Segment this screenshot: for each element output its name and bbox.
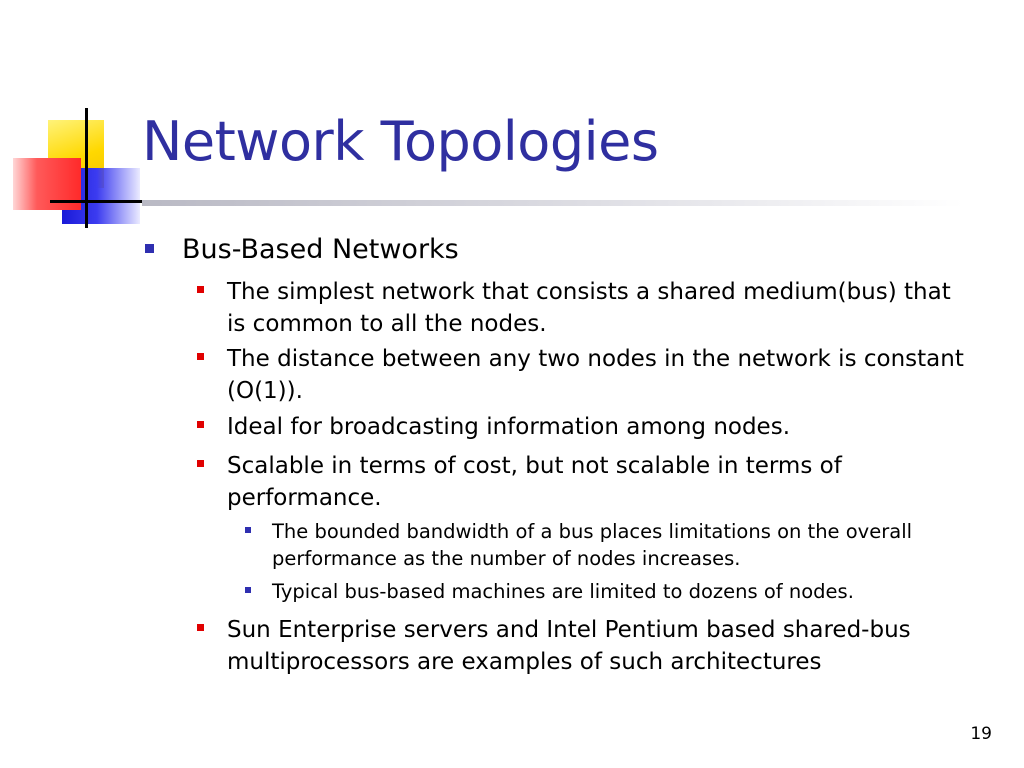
square-bullet-icon bbox=[197, 460, 204, 467]
bullet-level2 bbox=[197, 411, 967, 443]
bullet-text: The bounded bandwidth of a bus places limitations on the overall performance as the number of nodes increases. bbox=[272, 520, 913, 570]
logo-vertical-line bbox=[85, 108, 88, 228]
decorative-logo bbox=[0, 0, 150, 235]
bullet-text: Sun Enterprise servers and Intel Pentium based shared-bus multiprocessors are examples of such architectures bbox=[227, 617, 911, 675]
logo-horizontal-line bbox=[50, 200, 142, 203]
square-bullet-icon bbox=[245, 527, 251, 533]
slide-title: Network Topologies bbox=[142, 110, 659, 173]
bullet-text: Bus-Based Networks bbox=[182, 234, 459, 265]
bullet-text: Scalable in terms of cost, but not scalable in terms of performance. bbox=[227, 453, 842, 511]
bullet-text: Typical bus-based machines are limited to dozens of nodes. bbox=[272, 580, 854, 603]
page-number: 19 bbox=[970, 724, 992, 744]
bullet-level2 bbox=[197, 343, 967, 407]
square-bullet-icon bbox=[197, 353, 204, 360]
bullet-text: The simplest network that consists a shared medium(bus) that is common to all the nodes. bbox=[227, 279, 951, 337]
title-underline bbox=[142, 200, 964, 206]
bullet-text: Ideal for broadcasting information among nodes. bbox=[227, 414, 791, 440]
bullet-level2 bbox=[197, 450, 967, 514]
bullet-level1 bbox=[145, 234, 945, 266]
bullet-level2 bbox=[197, 614, 987, 678]
square-bullet-icon bbox=[197, 624, 204, 631]
bullet-text: The distance between any two nodes in the network is constant (O(1)). bbox=[227, 346, 964, 404]
square-bullet-icon bbox=[145, 244, 154, 253]
square-bullet-icon bbox=[197, 421, 204, 428]
square-bullet-icon bbox=[197, 286, 204, 293]
bullet-level3 bbox=[245, 578, 965, 605]
bullet-level2 bbox=[197, 276, 967, 340]
square-bullet-icon bbox=[245, 587, 251, 593]
bullet-level3 bbox=[245, 518, 950, 572]
